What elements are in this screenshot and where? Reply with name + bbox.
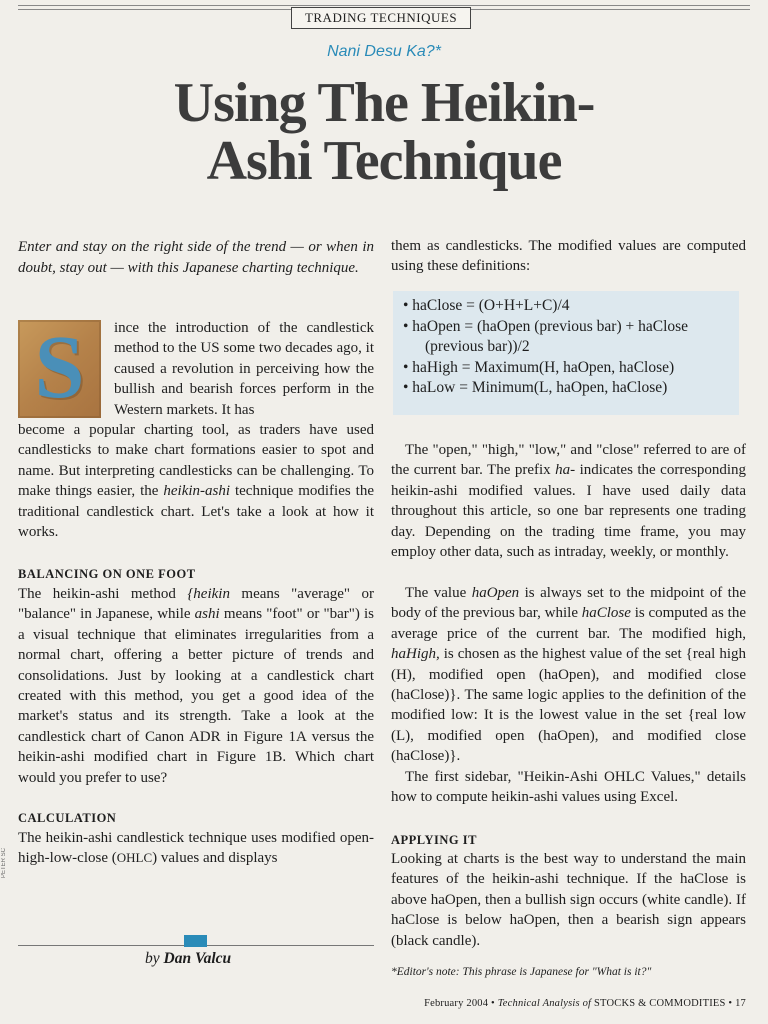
formula-hahigh: • haHigh = Maximum(H, haOpen, haClose) xyxy=(403,358,675,376)
photo-credit: PETER SC xyxy=(1,848,7,879)
page-footer xyxy=(391,998,746,1009)
formula-haclose: • haClose = (O+H+L+C)/4 xyxy=(403,297,570,314)
text-run-italic: haOpen xyxy=(471,585,520,601)
text-run-italic: heikin-ashi xyxy=(163,483,231,500)
text-run: is chosen as the highest value of the set {real high (H), modified open (haOpen), and modified close (haClose)}. The same logic applies to the definition of the modified low: It is the lowest value in the set {real low (L), modified open (haOpen), and modified close (haClose)}. xyxy=(391,646,746,765)
calculation-paragraph xyxy=(18,828,374,869)
text-run-italic: haHigh, xyxy=(391,646,440,663)
text-run: The value xyxy=(405,585,472,601)
text-run: indicates the corresponding heikin-ashi modified values. I have used daily data throughout this article, so one bar represents one trading day. Depending on the trading time frame, you may employ other data, such as intraday, weekly, or monthly. xyxy=(391,462,746,561)
author-name: Dan Valcu xyxy=(163,950,232,967)
byline-prefix: by xyxy=(145,950,164,967)
text-run: means "average" or "balance" in Japanese, while xyxy=(18,586,375,623)
headline-line-2: Ashi Technique xyxy=(206,130,562,192)
subhead-balancing: BALANCING ON ONE FOOT xyxy=(18,567,196,581)
byline-accent-mark xyxy=(184,935,207,947)
subhead-applying: APPLYING IT xyxy=(391,833,477,847)
dropcap-block xyxy=(18,320,101,418)
kicker: Nani Desu Ka?* xyxy=(327,43,441,60)
applying-paragraph: Looking at charts is the best way to understand the main features of the heikin-ashi technique. If the haClose is above haOpen, then a bullish sign occurs (white candle). If haClose is below haOpen, then a bearish sign appears (black candle). xyxy=(391,851,746,949)
editor-note: *Editor's note: This phrase is Japanese for "What is it?" xyxy=(391,966,652,978)
footer-magazine-prefix: Technical Analysis of xyxy=(497,998,592,1009)
dropcap-letter: S xyxy=(34,318,85,417)
footer-date: February 2004 • xyxy=(424,998,498,1009)
text-run: technique modifies the traditional candlestick chart. Let's take a look at how it works. xyxy=(18,483,374,541)
text-run: ) values and displays xyxy=(152,850,278,867)
footer-magazine-page: STOCKS & COMMODITIES • 17 xyxy=(591,998,746,1009)
text-run: means "foot" or "bar") is a visual technique that eliminates irregularities from a normal chart, offering a better picture of trends and consolidations. Just by looking at a candlestick chart created with this method, you get a good idea of the market's status and its strength. Take a look at the candlestick chart of Canon ADR in Figure 1A versus the heikin-ashi modified chart in Figure 1B. Which chart would you prefer to use? xyxy=(18,606,374,786)
right-intro-paragraph: them as candlesticks. The modified values are computed using these definitions: xyxy=(391,238,746,275)
intro-paragraph-cont xyxy=(18,420,374,542)
text-run-italic: haClose xyxy=(581,605,631,622)
text-run: become a popular charting tool, as traders have used candlesticks to make chart formations easier to spot and name. But interpreting candlesticks can be challenging. To make things easier, the xyxy=(18,422,374,500)
text-run: is computed as the average price of the current bar. The modified high, xyxy=(391,605,746,642)
text-run-ohlc: OHLC xyxy=(116,850,153,866)
subhead-calculation: CALCULATION xyxy=(18,811,117,825)
deck: Enter and stay on the right side of the trend — or when in doubt, stay out — with this Japanese charting technique. xyxy=(18,239,374,276)
intro-paragraph-start: ince the introduction of the candlestick method to the US some two decades ago, it caused a revolution in perceiving how the bullish and bearish forces perform in the Western markets. It has xyxy=(114,320,374,418)
text-run: The heikin-ashi candlestick technique uses modified open-high-low-close ( xyxy=(18,830,374,867)
text-run: is always set to the midpoint of the body of the previous bar, while xyxy=(391,585,746,622)
text-run-italic: ha- xyxy=(555,462,576,479)
headline xyxy=(0,74,768,190)
text-run: The heikin-ashi method xyxy=(18,586,188,602)
section-label: TRADING TECHNIQUES xyxy=(291,7,471,29)
haopen-paragraph xyxy=(391,583,746,767)
formula-haopen: • haOpen = (haOpen (previous bar) + haClose (previous bar))/2 xyxy=(403,317,689,355)
balancing-paragraph xyxy=(18,584,374,788)
text-run: The "open," "high," "low," and "close" referred to are of the current bar. The prefix xyxy=(391,442,746,479)
formula-list xyxy=(403,296,739,399)
sidebar-reference-paragraph: The first sidebar, "Heikin-Ashi OHLC Values," details how to compute heikin-ashi values using Excel. xyxy=(391,769,746,806)
formula-halow: • haLow = Minimum(L, haOpen, haClose) xyxy=(403,379,668,396)
text-run-italic: {heikin xyxy=(187,586,230,602)
byline xyxy=(145,950,231,968)
definitions-paragraph xyxy=(391,440,746,562)
text-run-italic: ashi xyxy=(194,606,220,623)
headline-line-1: Using The Heikin- xyxy=(173,72,595,134)
